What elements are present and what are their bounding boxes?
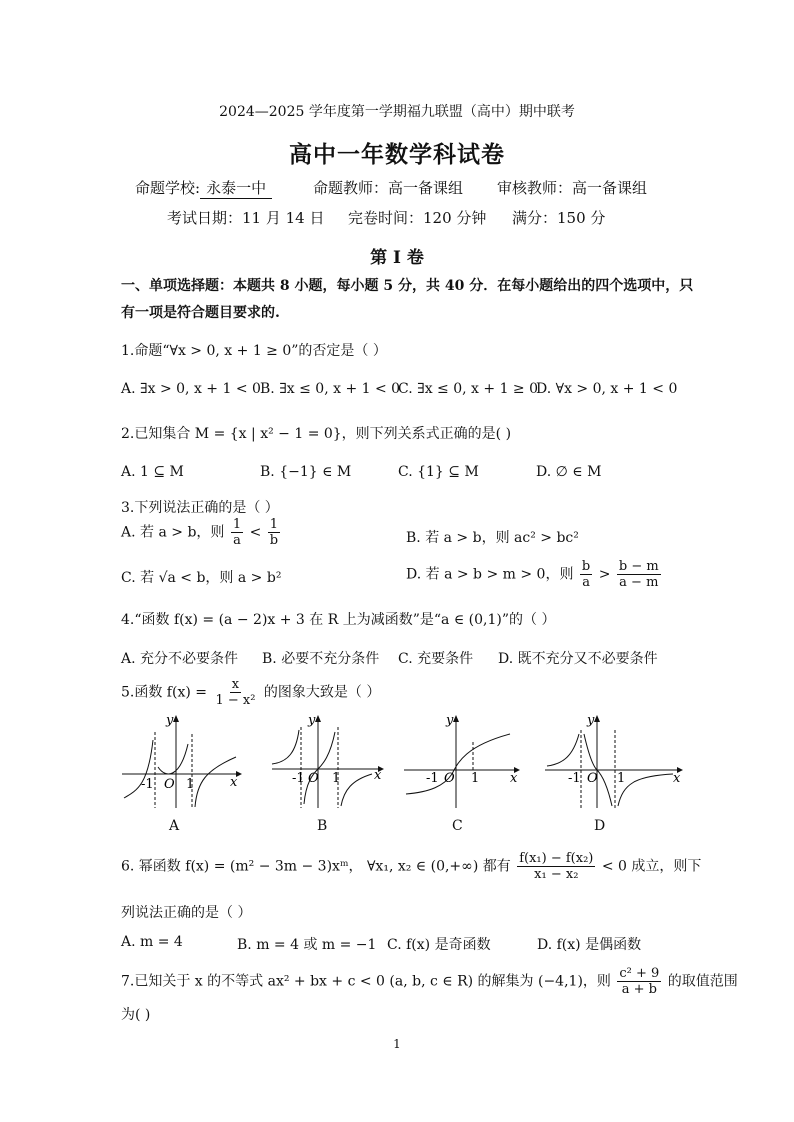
question-1-option-c: C. ∃x ≤ 0, x + 1 ≥ 0 xyxy=(398,381,539,397)
fraction xyxy=(517,851,595,882)
question-4-option-d: D. 既不充分又不必要条件 xyxy=(498,651,658,667)
numerator: b xyxy=(581,559,591,574)
fraction xyxy=(617,559,661,590)
tick-label: -1 xyxy=(426,771,439,786)
school-name: 永泰一中 xyxy=(200,177,272,199)
question-3-option-a xyxy=(121,517,282,548)
school-label: 命题学校: xyxy=(135,179,201,197)
tick-label: 1 xyxy=(186,777,195,792)
instructions-line1: 一、单项选择题：本题共 8 小题，每小题 5 分，共 40 分．在每小题给出的四个选项中，只 xyxy=(121,278,694,294)
question-6-stem-pre: 6. 幂函数 f(x) = (m² − 3m − 3)xᵐ， ∀x₁, x₂ ∈ (0,+∞) 都有 xyxy=(121,858,511,875)
question-4-option-c: C. 充要条件 xyxy=(398,651,474,667)
teacher-info: 命题教师：高一备课组 xyxy=(313,179,464,197)
question-7-stem-line2: 为( ) xyxy=(121,1007,151,1023)
exam-score: 满分：150 分 xyxy=(512,209,606,227)
denominator: a xyxy=(233,533,241,548)
question-6-option-c: C. f(x) 是奇函数 xyxy=(387,937,491,953)
numerator: 1 xyxy=(269,517,279,532)
origin-label: O xyxy=(587,771,598,786)
tick-label: -1 xyxy=(568,771,581,786)
question-6-option-a: A. m = 4 xyxy=(121,934,183,950)
curve xyxy=(158,744,188,774)
numerator: b − m xyxy=(618,559,659,574)
tick-label: 1 xyxy=(617,771,626,786)
question-6-stem-post: < 0 成立，则下 xyxy=(601,858,702,875)
graph-c-label: C xyxy=(452,818,463,834)
exam-date: 考试日期：11 月 14 日 xyxy=(167,209,325,227)
exam-duration: 完卷时间：120 分钟 xyxy=(348,209,487,227)
question-1-option-b: B. ∃x ≤ 0, x + 1 < 0 xyxy=(260,381,401,397)
denominator: a xyxy=(582,575,590,590)
instructions-line2: 有一项是符合题目要求的. xyxy=(121,305,280,321)
graph-d xyxy=(541,712,687,812)
tick-label: 1 xyxy=(332,771,341,786)
numerator: x xyxy=(231,677,240,692)
fraction xyxy=(231,517,243,548)
tick-label: -1 xyxy=(141,777,154,792)
denominator: a − m xyxy=(619,575,659,590)
exam-subtitle: 2024—2025 学年度第一学期福九联盟（高中）期中联考 xyxy=(219,104,575,120)
question-3-option-b: B. 若 a > b，则 ac² > bc² xyxy=(406,530,579,546)
graph-c xyxy=(400,712,522,812)
question-6-option-d: D. f(x) 是偶函数 xyxy=(537,937,642,953)
graph-b-label: B xyxy=(317,818,328,834)
question-3-option-d xyxy=(406,559,663,590)
axis-y-label: y xyxy=(587,713,595,728)
curve xyxy=(547,734,579,766)
question-5-stem-pre: 5.函数 f(x) = xyxy=(121,684,207,701)
axis-y-label: y xyxy=(308,713,316,728)
question-4-option-b: B. 必要不充分条件 xyxy=(262,651,380,667)
page-title: 高中一年数学科试卷 xyxy=(289,141,505,168)
denominator: b xyxy=(269,533,279,548)
axis-x-label: x xyxy=(374,768,382,783)
curve xyxy=(406,734,510,794)
graph-b xyxy=(268,712,386,812)
question-5-stem-post: 的图象大致是（ ） xyxy=(263,684,381,701)
graph-d-label: D xyxy=(594,818,606,834)
numerator: c² + 9 xyxy=(619,966,660,981)
question-4-option-a: A. 充分不必要条件 xyxy=(121,651,239,667)
numerator: f(x₁) − f(x₂) xyxy=(519,851,594,866)
question-2-option-c: C. {1} ⊆ M xyxy=(398,464,479,480)
fraction xyxy=(580,559,592,590)
question-5-stem xyxy=(121,677,380,708)
numerator: 1 xyxy=(232,517,242,532)
school-info xyxy=(135,177,272,199)
y-axis-arrow xyxy=(315,715,321,722)
question-2-stem: 2.已知集合 M = {x | x² − 1 = 0}，则下列关系式正确的是( ) xyxy=(121,426,512,442)
section-title: 第 Ⅰ 卷 xyxy=(370,248,424,268)
axis-x-label: x xyxy=(673,771,681,786)
tick-label: 1 xyxy=(471,771,480,786)
operator: < xyxy=(249,524,262,541)
question-2-option-a: A. 1 ⊆ M xyxy=(121,464,184,480)
axis-x-label: x xyxy=(510,771,518,786)
question-6-stem-line2: 列说法正确的是（ ） xyxy=(121,905,252,921)
question-6-stem xyxy=(121,851,701,882)
question-4-stem: 4.“函数 f(x) = (a − 2)x + 3 在 R 上为减函数”是“a ∈ (0,1)”的（ ） xyxy=(121,612,556,628)
graph-a-label: A xyxy=(169,818,180,834)
question-6-option-b: B. m = 4 或 m = −1 xyxy=(237,937,377,953)
denominator: x₁ − x₂ xyxy=(534,867,579,882)
origin-label: O xyxy=(444,771,455,786)
question-1-option-a: A. ∃x > 0, x + 1 < 0 xyxy=(121,381,261,397)
axis-y-label: y xyxy=(166,713,174,728)
page-number: 1 xyxy=(393,1037,401,1051)
question-2-option-d: D. ∅ ∈ M xyxy=(536,464,602,480)
denominator: a + b xyxy=(621,982,657,997)
denominator: 1 − x² xyxy=(215,693,256,708)
question-2-option-b: B. {−1} ∈ M xyxy=(260,464,352,480)
question-3-option-d-text: D. 若 a > b > m > 0，则 xyxy=(406,566,574,583)
tick-label: -1 xyxy=(292,771,305,786)
curve xyxy=(304,732,335,804)
axis-x-label: x xyxy=(230,775,238,790)
question-3-option-a-text: A. 若 a > b，则 xyxy=(121,524,225,541)
curve xyxy=(341,774,372,806)
y-axis-arrow xyxy=(453,715,459,722)
graph-a xyxy=(118,712,244,812)
axis-y-label: y xyxy=(446,713,454,728)
y-axis-arrow xyxy=(594,715,600,722)
y-axis-arrow xyxy=(173,715,179,722)
fraction xyxy=(268,517,280,548)
question-3-option-c: C. 若 √a < b，则 a > b² xyxy=(121,570,282,586)
origin-label: O xyxy=(308,771,319,786)
operator: > xyxy=(598,566,611,583)
question-7-stem-pre: 7.已知关于 x 的不等式 ax² + bx + c < 0 (a, b, c ∈ R) 的解集为 (−4,1)，则 xyxy=(121,973,611,990)
reviewer-info: 审核教师：高一备课组 xyxy=(497,179,648,197)
question-1-stem: 1.命题“∀x > 0, x + 1 ≥ 0”的否定是（ ） xyxy=(121,343,387,359)
question-7-stem-post: 的取值范围 xyxy=(667,973,738,990)
question-3-stem: 3.下列说法正确的是（ ） xyxy=(121,500,279,516)
fraction xyxy=(213,677,257,708)
curve xyxy=(272,730,299,764)
question-7-stem xyxy=(121,966,738,997)
fraction xyxy=(617,966,661,997)
origin-label: O xyxy=(164,777,175,792)
curve xyxy=(618,774,673,806)
question-1-option-d: D. ∀x > 0, x + 1 < 0 xyxy=(536,381,678,397)
